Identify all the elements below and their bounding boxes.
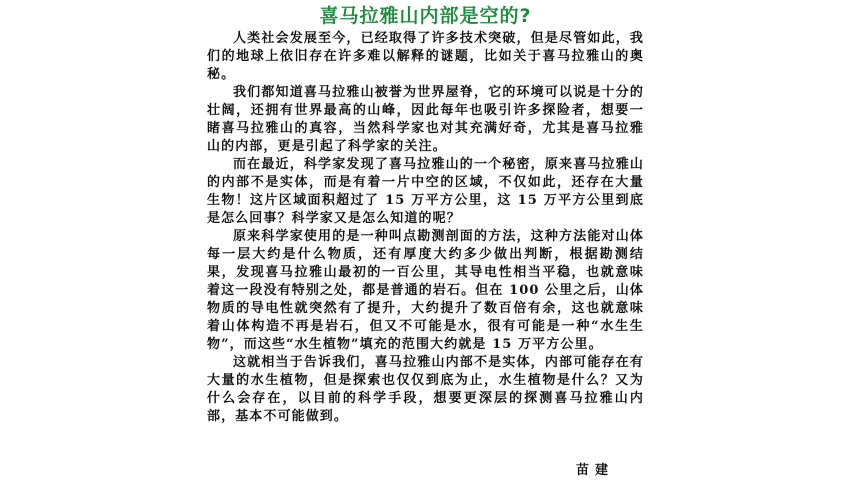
paragraph-5: 这就相当于告诉我们，喜马拉雅山内部不是实体，内部可能存在有大量的水生植物，但是探索也仅仅到底为止，水生植物是什么？又为什么会存在，以目前的科学手段，想要更深层的探测喜马拉雅山内部，基本不可能做到。 [207,355,644,424]
article-title: 喜马拉雅山内部是空的? [319,5,532,27]
paragraph-1: 人类社会发展至今，已经取得了许多技术突破，但是尽管如此，我们的地球上依旧存在许多难以解释的谜题，比如关于喜马拉雅山的奥秘。 [207,31,644,82]
article-page [207,0,644,490]
paragraph-2: 我们都知道喜马拉雅山被誉为世界屋脊，它的环境可以说是十分的壮阔，还拥有世界最高的山峰，因此每年也吸引许多探险者，想要一睹喜马拉雅山的真容，当然科学家也对其充满好奇，尤其是喜马拉雅山的内部，更是引起了科学家的关注。 [207,85,644,154]
paragraph-3: 而在最近，科学家发现了喜马拉雅山的一个秘密，原来喜马拉雅山的内部不是实体，而是有着一片中空的区域，不仅如此，还存在大量生物！这片区域面积超过了 15 万平方公里，这 15 万平方公里到底是怎么回事？科学家又是怎么知道的呢？ [207,157,644,226]
paragraph-4: 原来科学家使用的是一种叫点勘测剖面的方法，这种方法能对山体每一层大约是什么物质，还有厚度大约多少做出判断，根据勘测结果，发现喜马拉雅山最初的一百公里，其导电性相当平稳，也就意味着这一段没有特别之处，都是普通的岩石。但在 100 公里之后，山体物质的导电性就突然有了提升，大约提升了数百倍有余，这也就意味着山体构造不再是岩石，但又不可能是水，很有可能是一种“水生生物”，而这些“水生植物”填充的范围大约就是 15 万平方公里。 [207,229,644,352]
article-body [207,30,644,426]
author-name: 苗建 [575,463,614,478]
